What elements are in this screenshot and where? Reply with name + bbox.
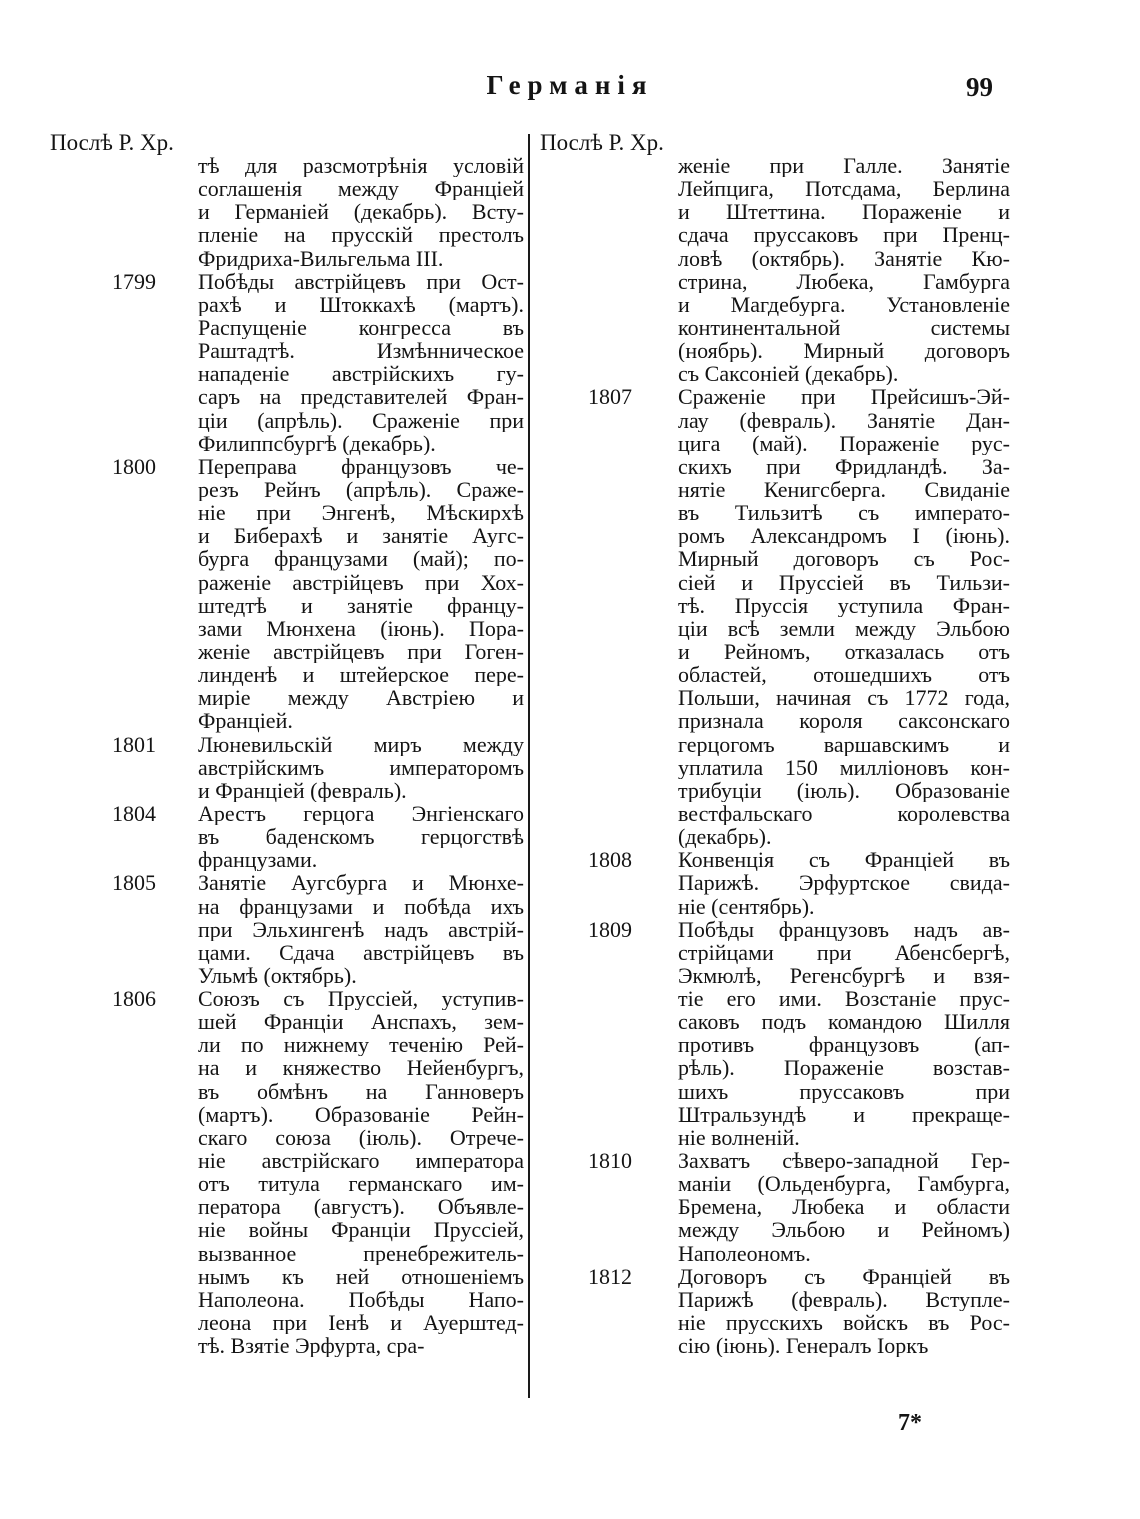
text-line: цами. Сдача австрійцевъ въ <box>198 940 524 964</box>
text-line: раженіе австрійцевъ при Хох- <box>198 570 524 594</box>
text-line: ніе войны Франціи Пруссіей, <box>198 1218 524 1242</box>
text-line: Переправа французовъ че- <box>198 454 524 478</box>
text-line: цига (май). Пораженіе рус- <box>678 431 1010 455</box>
entry-year: 1805 <box>112 870 156 896</box>
text-line: Раштадтѣ. Измѣнническое <box>198 339 524 363</box>
text-line: Занятіе Аугсбурга и Мюнхе- <box>198 871 524 895</box>
text-line: нападеніе австрійскихъ гу- <box>198 362 524 386</box>
text-line: тѣ. Взятіе Эрфурта, сра- <box>198 1334 425 1358</box>
page-title: Германія <box>486 70 654 100</box>
entry-text <box>678 1149 1010 1265</box>
chronology-entry <box>48 871 524 987</box>
entry-text <box>198 270 524 455</box>
column-divider <box>528 134 530 1398</box>
entry-year: 1801 <box>112 731 156 757</box>
text-line: ніе волненій. <box>678 1125 800 1150</box>
entry-text <box>678 848 1010 917</box>
text-line: соглашенія между Франціей <box>198 177 524 201</box>
text-line: французами. <box>198 848 318 872</box>
text-line: Фридриха-Вильгельма III. <box>198 246 444 270</box>
signature-mark: 7* <box>898 1410 922 1436</box>
text-line: Наполеона. Побѣды Напо- <box>198 1287 524 1312</box>
left-column-heading: Послѣ Р. Хр. <box>50 130 174 155</box>
entry-year: 1806 <box>112 986 156 1012</box>
text-line: ніе австрійскаго императора <box>198 1149 524 1173</box>
text-line: и Германіей (декабрь). Всту- <box>198 200 524 224</box>
text-line: тѣ для разсмотрѣнія условій <box>198 154 524 178</box>
text-line: ловѣ (октябрь). Занятіе Кю- <box>678 246 1010 270</box>
text-line: герцогомъ варшавскимъ и <box>678 732 1010 756</box>
text-line: Побѣды австрійцевъ при Ост- <box>198 269 524 293</box>
text-line: ціи (апрѣль). Сраженіе при <box>198 408 524 432</box>
chronology-entry <box>540 1265 1010 1358</box>
text-line: скихъ при Фридландѣ. За- <box>678 454 1010 478</box>
text-line: признала короля саксонскаго <box>678 709 1010 733</box>
text-line: Союзъ съ Пруссіей, уступив- <box>198 987 524 1011</box>
text-line: Сраженіе при Прейсишъ-Эй- <box>678 385 1010 409</box>
chronology-entry <box>540 1149 1010 1265</box>
text-line: саковъ подъ командою Шилля <box>678 1010 1010 1034</box>
left-column <box>48 154 524 1357</box>
text-line: штедтѣ и занятіе францу- <box>198 593 524 617</box>
chronology-entry <box>540 848 1010 917</box>
text-line: нымъ къ ней отношеніемъ <box>198 1264 524 1288</box>
chronology-entry <box>48 455 524 733</box>
text-line: саръ на представителей Фран- <box>198 385 524 409</box>
text-line: нятіе Кенигсберга. Свиданіе <box>678 477 1010 502</box>
text-line: Бремена, Любека и области <box>678 1195 1010 1219</box>
text-line: въ Тильзитѣ съ императо- <box>678 501 1010 525</box>
text-line: скаго союза (іюль). Отрече- <box>198 1125 524 1150</box>
text-line: при Эльхингенѣ надъ австрій- <box>198 917 524 941</box>
text-line: женіе австрійцевъ при Гоген- <box>198 639 524 664</box>
text-line: Лейпцига, Потсдама, Берлина <box>678 177 1010 201</box>
text-line: ператора (августъ). Объявле- <box>198 1195 524 1219</box>
text-line: ніе прусскихъ войскъ въ Рос- <box>678 1311 1010 1335</box>
entry-year: 1809 <box>588 916 632 942</box>
text-line: стрина, Любека, Гамбурга <box>678 269 1010 293</box>
right-column-heading: Послѣ Р. Хр. <box>540 130 664 155</box>
text-line: отъ титула германскаго им- <box>198 1172 524 1196</box>
entry-year: 1807 <box>588 384 632 410</box>
chronology-entry <box>48 733 524 802</box>
chronology-entry <box>48 270 524 455</box>
chronology-entry <box>540 385 1010 848</box>
text-line: ли по нижнему теченію Рей- <box>198 1033 524 1057</box>
entry-year: 1804 <box>112 800 156 826</box>
text-line: миріе между Австріею и <box>198 686 524 710</box>
text-line: съ Саксоніей (декабрь). <box>678 362 899 386</box>
entry-text <box>198 871 524 987</box>
text-line: сдача пруссаковъ при Пренц- <box>678 223 1010 247</box>
page-number: 99 <box>966 72 993 102</box>
text-line: Франціей. <box>198 709 293 733</box>
text-line: Распущеніе конгресса въ <box>198 315 524 340</box>
text-line: между Эльбою и Рейномъ) <box>678 1218 1010 1242</box>
text-line: маніи (Ольденбурга, Гамбурга, <box>678 1172 1010 1196</box>
text-line: зами Мюнхена (іюнь). Пора- <box>198 616 524 640</box>
entry-text <box>678 1265 1010 1358</box>
text-line: Польши, начиная съ 1772 года, <box>678 686 1010 710</box>
text-line: вызванное пренебрежитель- <box>198 1241 524 1265</box>
text-line: Ульмѣ (октябрь). <box>198 963 357 988</box>
text-line: и Магдебурга. Установленіе <box>678 292 1010 316</box>
text-line: Конвенція съ Франціей въ <box>678 848 1010 872</box>
text-line: тіе его ими. Возстаніе прус- <box>678 987 1010 1011</box>
text-line: Наполеономъ. <box>678 1241 811 1265</box>
chronology-entry <box>48 987 524 1357</box>
entry-year: 1808 <box>588 847 632 873</box>
entry-year: 1800 <box>112 453 156 479</box>
text-line: линденѣ и штейерское пере- <box>198 663 524 687</box>
text-line: трибуціи (іюль). Образованіе <box>678 778 1010 802</box>
entry-text <box>678 154 1010 385</box>
text-line: Мирный договоръ съ Рос- <box>678 547 1010 571</box>
text-line: и Биберахѣ и занятіе Аугс- <box>198 524 524 548</box>
text-line: пленіе на прусскій престолъ <box>198 223 524 247</box>
entry-text <box>198 455 524 733</box>
text-line: Парижѣ. Эрфуртское свида- <box>678 871 1010 895</box>
text-line: Экмюлѣ, Регенсбургѣ и взя- <box>678 963 1010 988</box>
text-line: (ноябрь). Мирный договоръ <box>678 339 1010 363</box>
text-line: и Штеттина. Пораженіе и <box>678 200 1010 224</box>
text-line: рахѣ и Штоккахѣ (мартъ). <box>198 292 524 316</box>
text-line: (декабрь). <box>678 825 772 849</box>
text-line: Парижѣ (февраль). Вступле- <box>678 1287 1010 1312</box>
text-line: ніе при Энгенѣ, Мѣскирхѣ <box>198 501 524 525</box>
text-line: Арестъ герцога Энгіенскаго <box>198 801 524 826</box>
text-line: резъ Рейнъ (апрѣль). Сраже- <box>198 477 524 502</box>
text-line: стрійцами при Абенсбергѣ, <box>678 940 1010 964</box>
entry-year: 1812 <box>588 1263 632 1289</box>
text-line: австрійскимъ императоромъ <box>198 755 524 779</box>
chronology-entry <box>48 154 524 270</box>
entry-text <box>678 918 1010 1149</box>
entry-text <box>678 385 1010 848</box>
text-line: областей, отошедшихъ отъ <box>678 663 1010 687</box>
text-line: шей Франціи Анспахъ, зем- <box>198 1010 524 1034</box>
text-line: Договоръ съ Франціей въ <box>678 1264 1010 1288</box>
right-column <box>540 154 1010 1357</box>
text-line: Захватъ сѣверо-западной Гер- <box>678 1149 1010 1173</box>
text-line: ромъ Александромъ I (іюнь). <box>678 524 1010 548</box>
text-line: Люневильскій миръ между <box>198 732 524 756</box>
text-line: уплатила 150 милліоновъ кон- <box>678 755 1010 779</box>
text-line: шихъ пруссаковъ при <box>678 1079 1010 1103</box>
chronology-entry <box>540 918 1010 1149</box>
text-line: сіей и Пруссіей въ Тильзи- <box>678 570 1010 594</box>
text-line: вестфальскаго королевства <box>678 801 1010 826</box>
entry-year: 1799 <box>112 268 156 294</box>
entry-text <box>198 154 524 270</box>
text-line: сію (іюнь). Генералъ Іоркъ <box>678 1334 929 1358</box>
chronology-entry <box>48 802 524 871</box>
text-line: Штральзундѣ и прекраще- <box>678 1102 1010 1126</box>
text-line: противъ французовъ (ап- <box>678 1033 1010 1057</box>
text-line: (мартъ). Образованіе Рейн- <box>198 1102 524 1126</box>
text-line: Филиппсбургѣ (декабрь). <box>198 431 436 455</box>
entry-text <box>198 733 524 802</box>
text-line: Побѣды французовъ надъ ав- <box>678 917 1010 941</box>
text-line: ніе (сентябрь). <box>678 894 815 918</box>
text-line: ціи всѣ земли между Эльбою <box>678 616 1010 640</box>
text-line: на французами и побѣда ихъ <box>198 894 524 918</box>
text-line: и Франціей (февраль). <box>198 778 407 802</box>
text-line: леона при Іенѣ и Ауерштед- <box>198 1311 524 1335</box>
text-line: въ баденскомъ герцогствѣ <box>198 825 524 849</box>
text-line: женіе при Галле. Занятіе <box>678 154 1010 178</box>
text-line: и Рейномъ, отказалась отъ <box>678 639 1010 664</box>
text-line: бурга французами (май); по- <box>198 547 524 571</box>
text-line: въ обмѣнъ на Ганноверъ <box>198 1079 524 1103</box>
entry-year: 1810 <box>588 1148 632 1174</box>
entry-text <box>198 802 524 871</box>
text-line: континентальной системы <box>678 315 1010 340</box>
entry-text <box>198 987 524 1357</box>
text-line: рѣль). Пораженіе возстав- <box>678 1056 1010 1080</box>
text-line: на и княжество Нейенбургъ, <box>198 1056 524 1080</box>
chronology-entry <box>540 154 1010 385</box>
text-line: лау (февраль). Занятіе Дан- <box>678 408 1010 432</box>
text-line: тѣ. Пруссія уступила Фран- <box>678 593 1010 617</box>
